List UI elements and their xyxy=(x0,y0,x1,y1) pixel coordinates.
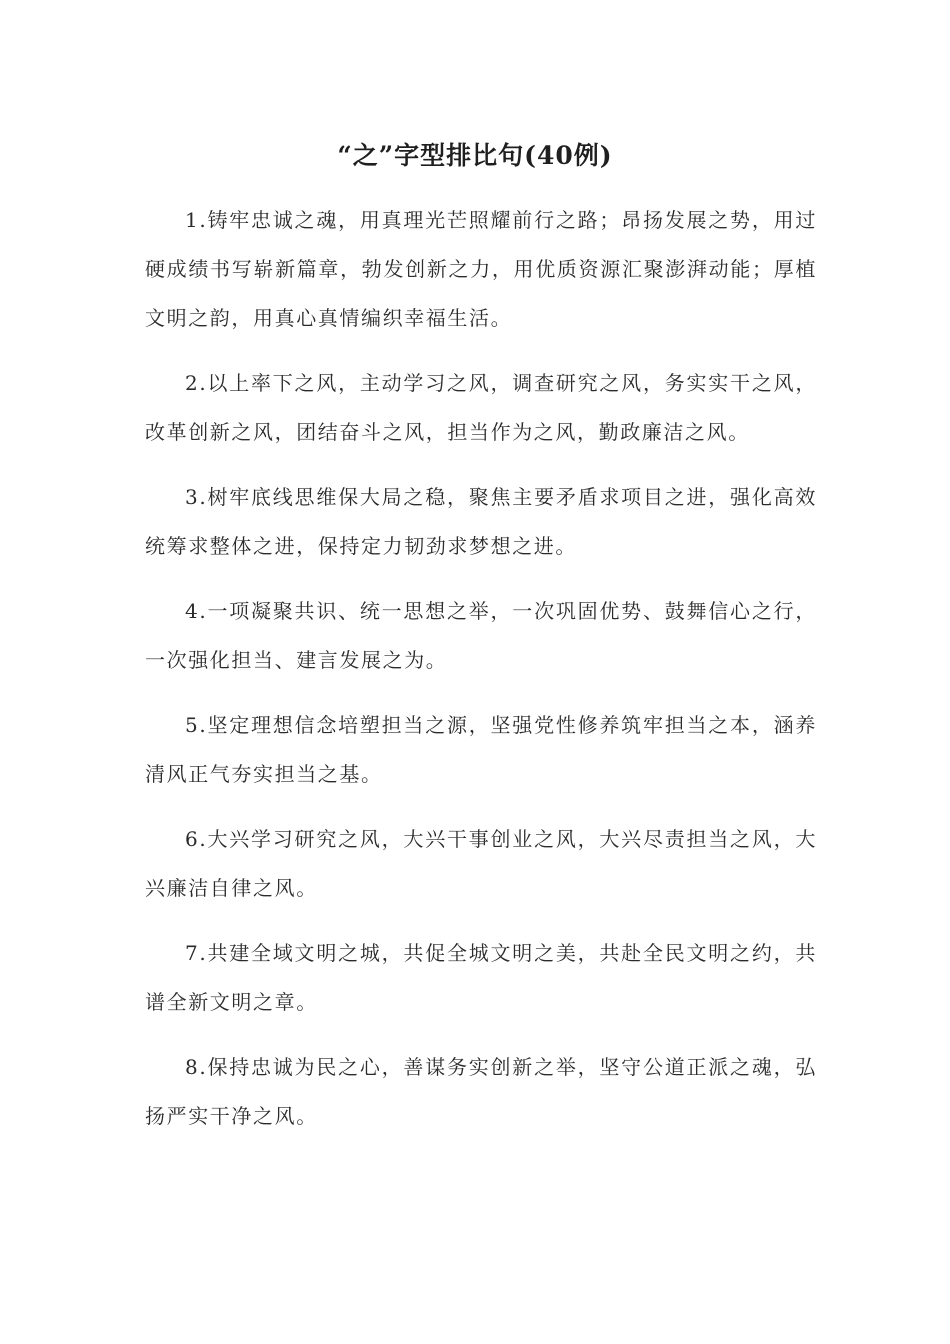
paragraph-1: 1.铸牢忠诚之魂，用真理光芒照耀前行之路；昂扬发展之势，用过硬成绩书写崭新篇章，勃发创新之力，用优质资源汇聚澎湃动能；厚植文明之韵，用真心真情编织幸福生活。 xyxy=(145,208,817,330)
paragraph-8: 8.保持忠诚为民之心，善谋务实创新之举，坚守公道正派之魂，弘扬严实干净之风。 xyxy=(145,1055,817,1128)
paragraph-2: 2.以上率下之风，主动学习之风，调查研究之风，务实实干之风，改革创新之风，团结奋斗之风，担当作为之风，勤政廉洁之风。 xyxy=(145,371,817,444)
paragraph-7: 7.共建全域文明之城，共促全城文明之美，共赴全民文明之约，共谱全新文明之章。 xyxy=(145,941,817,1014)
document-body xyxy=(145,196,817,1157)
paragraph-3: 3.树牢底线思维保大局之稳，聚焦主要矛盾求项目之进，强化高效统筹求整体之进，保持定力韧劲求梦想之进。 xyxy=(145,485,817,558)
paragraph-6: 6.大兴学习研究之风，大兴干事创业之风，大兴尽责担当之风，大兴廉洁自律之风。 xyxy=(145,827,817,900)
document-title: “之”字型排比句(40例) xyxy=(337,141,613,170)
paragraph-4: 4.一项凝聚共识、统一思想之举，一次巩固优势、鼓舞信心之行，一次强化担当、建言发展之为。 xyxy=(145,599,817,672)
paragraph-5: 5.坚定理想信念培塑担当之源，坚强党性修养筑牢担当之本，涵养清风正气夯实担当之基。 xyxy=(145,713,817,786)
